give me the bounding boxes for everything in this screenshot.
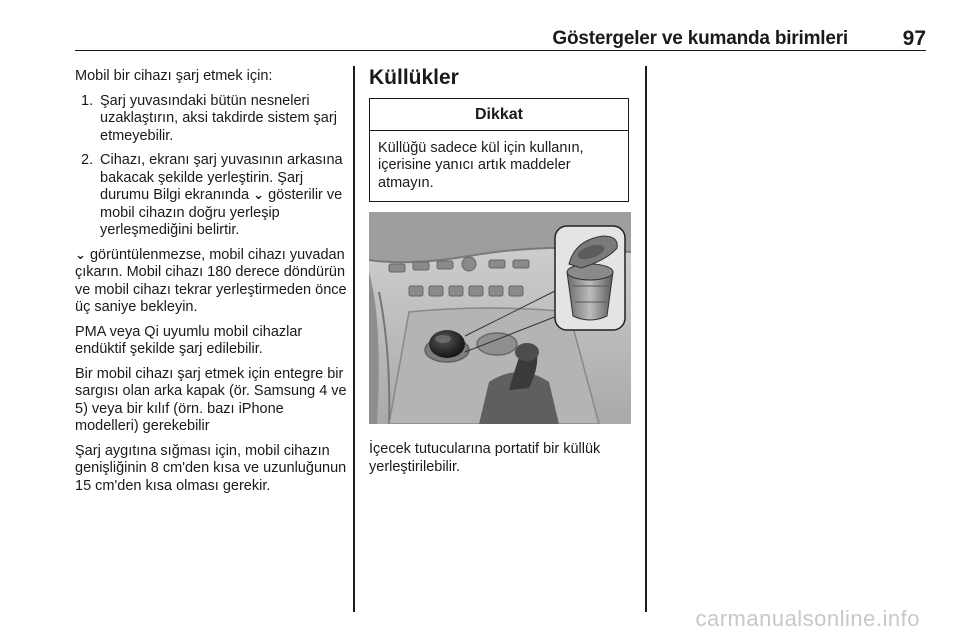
step-2-text-after: gösterilir ve mobil cihazın doğru yerleşip yerleşmediğini belirtir.: [100, 187, 343, 238]
pma-paragraph: PMA veya Qi uyumlu mobil cihazlar endüktif şekilde şarj edilebilir.: [75, 323, 303, 357]
step-1-text: Şarj yuvasındaki bütün nesneleri uzaklaştırın, aksi takdirde sistem şarj etmeyebilir.: [100, 92, 337, 144]
section-title: Küllükler: [369, 66, 459, 89]
column-divider-left: [353, 66, 355, 612]
wireless-charging-icon: ⌄: [75, 247, 86, 263]
left-column: [75, 68, 347, 502]
header-title: Göstergeler ve kumanda birimleri: [552, 28, 848, 49]
photo-caption: İçecek tutucularına portatif bir küllük yerleştirilebilir.: [369, 441, 601, 475]
no-symbol-paragraph: [75, 247, 347, 317]
step-2-number: 2.: [81, 152, 94, 168]
no-symbol-text: görüntülenmezse, mobil cihazı yuvadan çıkarın. Mobil cihazı 180 derece döndürün ve mobil cihazı tekrar yerleştirmeden önce üç saniye bekleyin.: [75, 246, 347, 315]
step-2: [75, 152, 347, 240]
watermark: carmanualsonline.info: [695, 606, 920, 631]
warning-text: Küllüğü sadece kül için kullanın, içerisine yanıcı artık maddeler atmayın.: [378, 139, 584, 191]
step-1: [75, 93, 347, 146]
page-number: 97: [902, 27, 926, 50]
size-paragraph: Şarj aygıtına sığması için, mobil cihazın genişliğinin 8 cm'den kısa ve uzunluğunun 15 cm'den kısa olması gerekir.: [75, 442, 347, 494]
step-1-number: 1.: [81, 92, 94, 109]
wireless-charging-icon: ⌄: [253, 188, 265, 203]
warning-title: Dikkat: [370, 99, 628, 131]
column-divider-right: [645, 66, 647, 612]
step-2-text-before: Cihazı, ekranı şarj yuvasının arkasına bakacak şekilde yerleştirin. Şarj durumu Bilgi ekranında: [100, 152, 343, 203]
cover-paragraph: Bir mobil cihazı şarj etmek için entegre bir sargısı olan arka kapak (ör. Samsung 4 ve 5) veya bir kılıf (örn. bazı iPhone modelleri) gerekebilir: [75, 365, 347, 434]
ashtray-in-cupholder-illustration: [369, 212, 631, 424]
charging-intro: Mobil bir cihazı şarj etmek için:: [75, 68, 273, 84]
right-column: [369, 66, 635, 476]
page-header: [75, 24, 926, 51]
warning-box: [369, 98, 629, 202]
